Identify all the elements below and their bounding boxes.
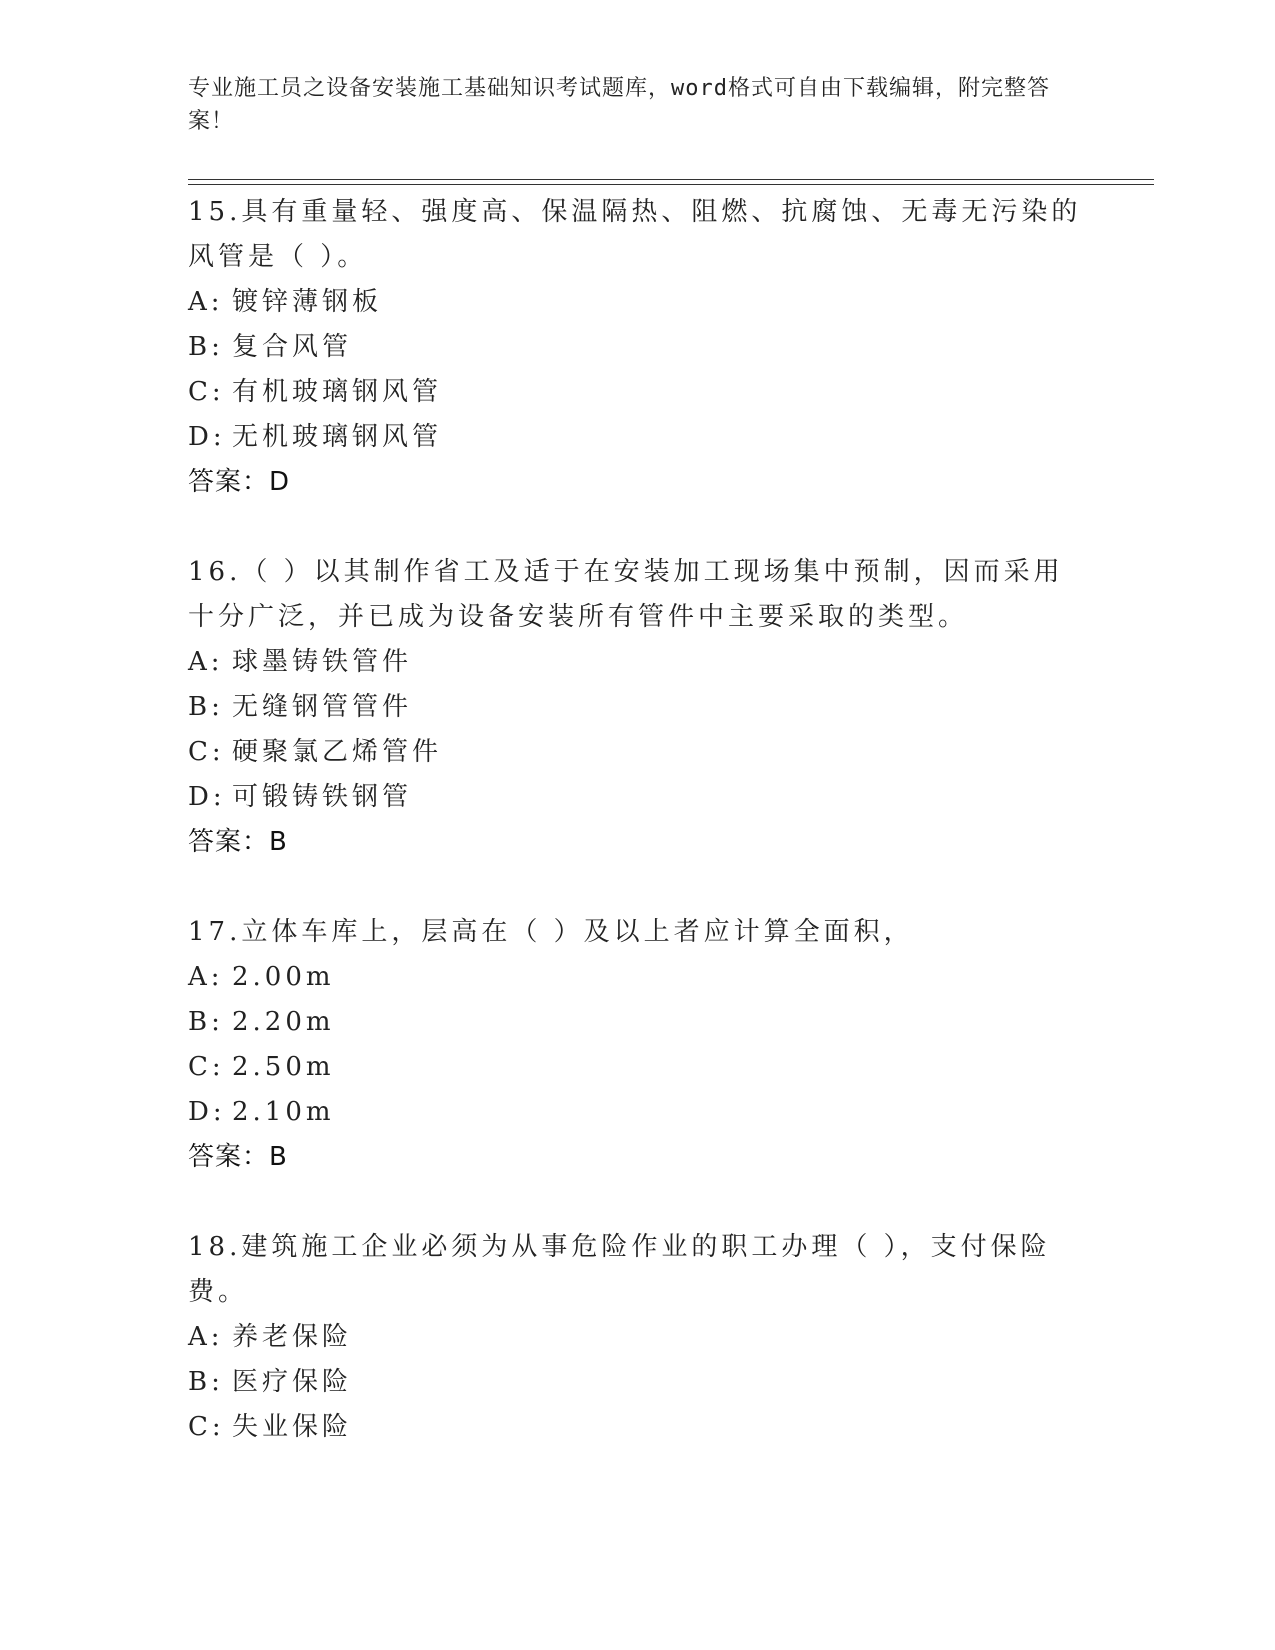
option-letter: B: xyxy=(188,332,224,362)
option-text: 球墨铸铁管件 xyxy=(232,647,413,677)
option-letter: B: xyxy=(188,692,224,722)
spacer xyxy=(188,505,1088,550)
option-b xyxy=(188,1000,1088,1045)
option-a xyxy=(188,1315,1088,1360)
option-letter: C: xyxy=(188,1052,225,1082)
option-d xyxy=(188,415,1088,460)
option-text: 镀锌薄钢板 xyxy=(232,287,383,317)
option-letter: B: xyxy=(188,1367,224,1397)
option-c xyxy=(188,1405,1088,1450)
option-text: 2.00m xyxy=(232,962,335,992)
option-a xyxy=(188,280,1088,325)
option-text: 可锻铸铁钢管 xyxy=(232,782,413,812)
option-text: 失业保险 xyxy=(232,1412,353,1442)
option-text: 2.20m xyxy=(232,1007,335,1037)
option-letter: C: xyxy=(188,737,225,767)
question-text: 17.立体车库上，层高在（ ）及以上者应计算全面积， xyxy=(188,917,914,947)
answer-line: 答案：B xyxy=(188,1142,288,1172)
question-18 xyxy=(188,1225,1088,1450)
spacer xyxy=(188,1180,1088,1225)
question-text: 15.具有重量轻、强度高、保温隔热、阻燃、抗腐蚀、无毒无污染的风管是（ ）。 xyxy=(188,197,1082,272)
option-a xyxy=(188,955,1088,1000)
option-letter: C: xyxy=(188,1412,225,1442)
option-letter: B: xyxy=(188,1007,224,1037)
option-letter: A: xyxy=(188,287,224,317)
question-16 xyxy=(188,550,1088,865)
option-text: 硬聚氯乙烯管件 xyxy=(232,737,443,767)
header-rule-top xyxy=(188,179,1154,180)
option-b xyxy=(188,1360,1088,1405)
option-d xyxy=(188,775,1088,820)
option-text: 复合风管 xyxy=(232,332,353,362)
option-d xyxy=(188,1090,1088,1135)
option-letter: A: xyxy=(188,962,224,992)
option-letter: D: xyxy=(188,422,226,452)
answer-line: 答案：B xyxy=(188,827,288,857)
option-b xyxy=(188,325,1088,370)
option-text: 无缝钢管管件 xyxy=(232,692,413,722)
question-15 xyxy=(188,190,1088,505)
question-17 xyxy=(188,910,1088,1180)
option-b xyxy=(188,685,1088,730)
option-text: 2.10m xyxy=(232,1097,335,1127)
option-text: 有机玻璃钢风管 xyxy=(232,377,443,407)
question-text: 16.（ ）以其制作省工及适于在安装加工现场集中预制，因而采用十分广泛，并已成为设备安装所有管件中主要采取的类型。 xyxy=(188,557,1064,632)
answer-line: 答案：D xyxy=(188,467,291,497)
question-list xyxy=(188,190,1088,1450)
option-text: 医疗保险 xyxy=(232,1367,353,1397)
spacer xyxy=(188,865,1088,910)
option-c xyxy=(188,730,1088,775)
option-letter: C: xyxy=(188,377,225,407)
option-c xyxy=(188,1045,1088,1090)
question-text: 18.建筑施工企业必须为从事危险作业的职工办理（ ），支付保险费。 xyxy=(188,1232,1051,1307)
option-a xyxy=(188,640,1088,685)
option-text: 养老保险 xyxy=(232,1322,353,1352)
option-letter: D: xyxy=(188,782,226,812)
header-rule-bottom xyxy=(188,184,1154,185)
option-text: 无机玻璃钢风管 xyxy=(232,422,443,452)
option-letter: A: xyxy=(188,647,224,677)
option-letter: D: xyxy=(188,1097,226,1127)
option-c xyxy=(188,370,1088,415)
option-letter: A: xyxy=(188,1322,224,1352)
document-header xyxy=(188,72,1068,138)
option-text: 2.50m xyxy=(232,1052,335,1082)
header-title: 专业施工员之设备安装施工基础知识考试题库，word格式可自由下载编辑，附完整答案！ xyxy=(188,76,1050,134)
